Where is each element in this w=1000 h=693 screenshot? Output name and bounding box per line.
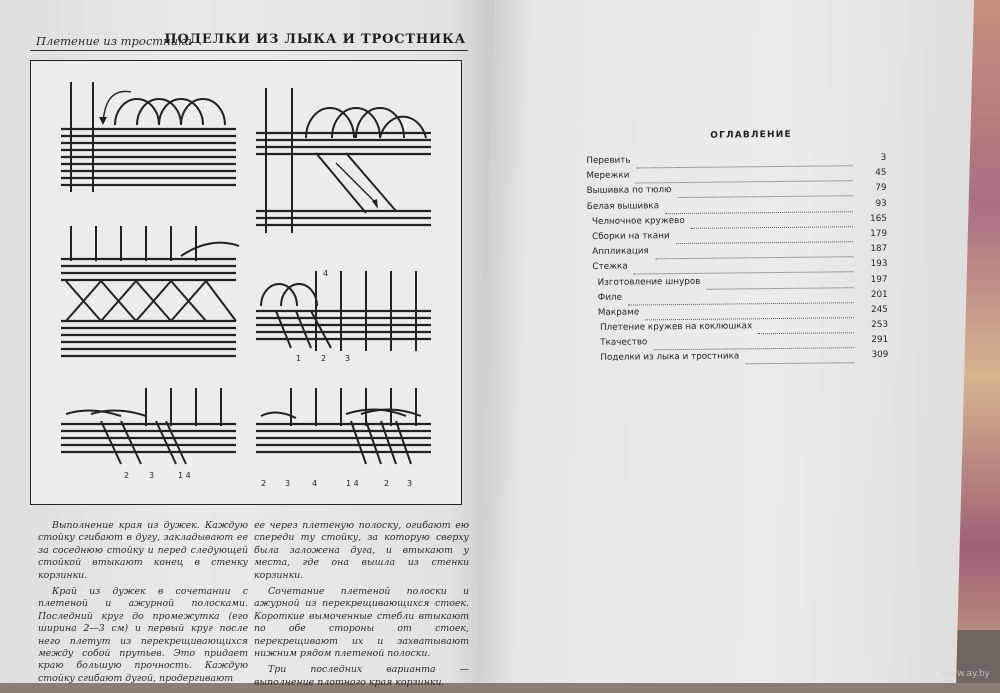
figure-label: 3	[285, 479, 291, 488]
body-paragraph: Край из дужек в сочетании с плетеной и ажурной полосками. Последний круг до промежутка (его ширина 2—3 см) и первый круг после него плетут из перекрещивающихся между собой прутьев. Это придает краю большую прочность. Каждую стойку сгибают дугой, продергивают	[38, 586, 248, 684]
figure-label: 1 4	[178, 471, 191, 480]
toc-list	[586, 153, 888, 369]
toc-entry-page: 93	[875, 198, 887, 209]
toc-leader-dots	[633, 260, 853, 275]
figure-label: 2	[321, 354, 327, 363]
figure-label: 3	[149, 471, 155, 480]
illustration-dense-edge-a	[61, 386, 241, 471]
toc-leader-dots	[745, 351, 854, 365]
toc-entry-title: Белая вышивка	[586, 200, 660, 212]
body-paragraph: ее через плетеную полоску, огибают ею спереди ту стойку, за которую сверху была заложена дуга, и втыкают у места, где она вышла из стенки корзинки.	[254, 520, 469, 581]
toc-leader-dots	[678, 184, 853, 199]
toc-entry-title: Вышивка по тюлю	[586, 185, 672, 197]
toc-entry-title: Поделки из лыка и тростника	[600, 351, 740, 364]
figure-label: 3	[407, 479, 413, 488]
figure-label: 1	[296, 354, 302, 363]
toc-leader-dots	[707, 275, 854, 290]
body-paragraph: Сочетание плетеной полоски и ажурной из перекрещивающихся стоек. Короткие вымоченные стебли втыкают по обе стороны от стоек, перекрещивают их и захватывают нижним рядом плетеной полоски.	[254, 586, 469, 660]
body-paragraph: Выполнение края из дужек. Каждую стойку сгибают в дугу, закладывают ее за соседнюю стойку и перед следующей стойкой втыкают конец в стенку корзинки.	[38, 520, 248, 581]
figure-label: 2	[124, 471, 130, 480]
toc-leader-dots	[653, 335, 854, 350]
illustration-dense-edge-b	[256, 386, 436, 471]
body-paragraph: Три последних варианта — выполнение плотного края корзинки.	[254, 664, 469, 688]
table-of-contents	[586, 129, 888, 369]
toc-entry-page: 179	[870, 228, 888, 239]
running-head-section: Плетение из тростника	[36, 34, 192, 48]
toc-leader-dots	[758, 320, 854, 334]
figure-label: 2	[384, 479, 390, 488]
toc-leader-dots	[636, 153, 852, 168]
toc-leader-dots	[635, 168, 852, 183]
toc-leader-dots	[628, 290, 854, 305]
figure-label: 2	[261, 479, 267, 488]
toc-entry-page: 201	[870, 289, 888, 300]
toc-entry-title: Перевить	[586, 155, 631, 166]
left-page	[0, 0, 496, 688]
toc-entry-page: 45	[875, 168, 887, 179]
toc-leader-dots	[645, 305, 854, 320]
weaving-illustrations	[30, 60, 462, 505]
illustration-openwork-band	[61, 221, 241, 366]
figure-label: 3	[345, 354, 351, 363]
toc-entry-page: 79	[875, 183, 887, 194]
body-text-column-2	[254, 520, 469, 693]
illustration-crossed-loops	[256, 83, 436, 238]
toc-entry-title: Ткачество	[600, 337, 648, 349]
toc-entry-title: Мережки	[586, 170, 630, 182]
toc-entry-title: Сборки на ткани	[592, 231, 670, 242]
toc-entry-title: Челночное кружево	[591, 215, 685, 227]
toc-title: ОГЛАВЛЕНИЕ	[710, 129, 792, 141]
toc-leader-dots	[665, 199, 853, 214]
figure-label: 4	[312, 479, 318, 488]
figure-label: 4	[323, 269, 329, 278]
toc-leader-dots	[691, 214, 853, 229]
toc-entry-title: Макраме	[597, 307, 640, 318]
watermark: www.ay.by	[942, 669, 990, 679]
toc-leader-dots	[655, 244, 853, 259]
toc-entry-page: 197	[870, 274, 888, 285]
running-head	[30, 32, 468, 51]
toc-entry-page: 253	[871, 319, 889, 331]
toc-leader-dots	[676, 229, 853, 244]
toc-entry-page: 309	[871, 350, 889, 361]
illustration-short-stems	[256, 266, 436, 361]
toc-entry-page: 193	[870, 259, 888, 270]
toc-entry	[588, 350, 888, 368]
toc-entry-page: 3	[880, 152, 887, 163]
running-head-chapter: ПОДЕЛКИ ИЗ ЛЫКА И ТРОСТНИКА	[164, 32, 466, 47]
toc-entry-page: 187	[870, 243, 888, 255]
body-text-column-1	[38, 520, 248, 689]
toc-entry-title: Плетение кружев на коклюшках	[600, 321, 753, 333]
illustration-loop-edge	[61, 77, 241, 197]
toc-entry-title: Изготовление шнуров	[597, 276, 701, 288]
toc-entry-title: Аппликация	[592, 246, 649, 258]
toc-entry-page: 245	[871, 304, 888, 315]
figure-label: 1 4	[346, 479, 359, 488]
toc-entry-title: Филе	[597, 292, 623, 303]
toc-entry-page: 291	[871, 335, 889, 346]
toc-entry-page: 165	[870, 213, 887, 224]
toc-entry-title: Стежка	[592, 261, 628, 273]
